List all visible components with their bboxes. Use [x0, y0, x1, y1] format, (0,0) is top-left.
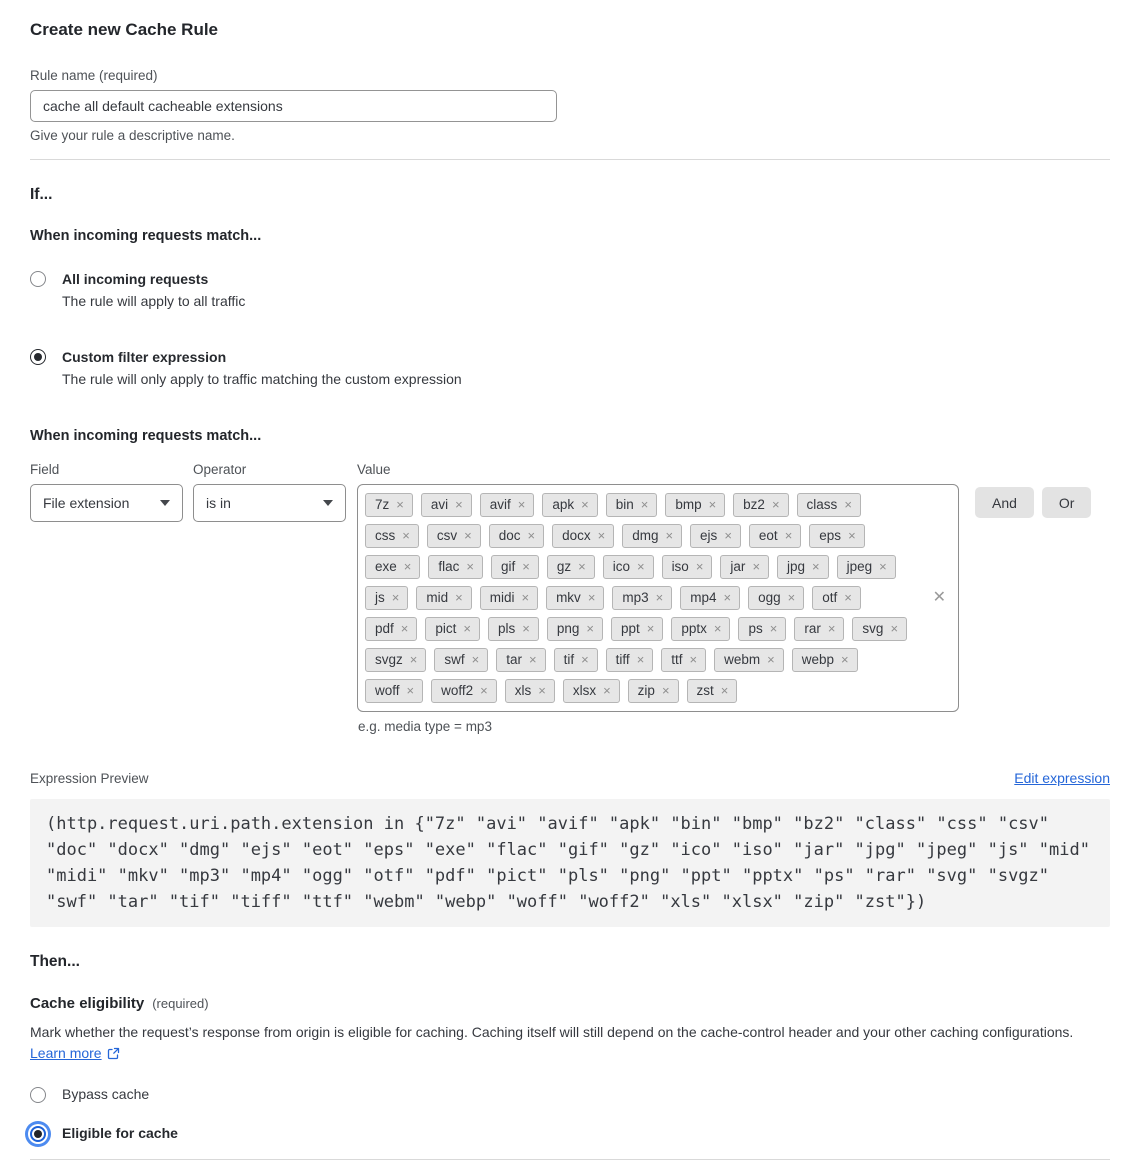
cache-eligibility-description-text: Mark whether the request’s response from origin is eligible for caching. Caching itself will still depend on the cache-control header and your other caching configurations. [30, 1024, 1074, 1040]
value-tag-label: csv [436, 528, 458, 543]
value-tag[interactable] [542, 493, 597, 517]
remove-tag-icon[interactable]: × [406, 683, 415, 698]
remove-tag-icon[interactable]: × [586, 621, 594, 636]
value-tag[interactable] [792, 648, 858, 672]
remove-tag-icon[interactable]: × [890, 621, 899, 636]
value-tag[interactable] [777, 555, 829, 579]
remove-tag-icon[interactable]: × [844, 497, 852, 512]
value-tag[interactable] [612, 586, 672, 610]
value-tag-label: iso [671, 559, 689, 574]
remove-tag-icon[interactable]: × [844, 590, 852, 605]
remove-tag-icon[interactable]: × [689, 652, 698, 667]
value-tag[interactable] [733, 493, 788, 517]
value-tag-label: ejs [700, 528, 718, 543]
value-tag[interactable] [546, 586, 604, 610]
section-divider [30, 159, 1110, 160]
value-tag[interactable] [547, 617, 603, 641]
value-tag[interactable] [794, 617, 844, 641]
remove-tag-icon[interactable]: × [581, 497, 589, 512]
value-tag[interactable] [365, 555, 420, 579]
value-tag-label: 7z [375, 497, 390, 512]
page-title: Create new Cache Rule [30, 20, 219, 39]
value-tag-label: svg [862, 621, 884, 636]
remove-tag-icon[interactable]: × [455, 497, 463, 512]
remove-tag-icon[interactable]: × [841, 652, 849, 667]
value-tag[interactable] [365, 493, 413, 517]
value-tag-label: mid [426, 590, 449, 605]
remove-tag-icon[interactable]: × [767, 652, 775, 667]
value-tag-label: png [556, 621, 580, 636]
value-tag[interactable] [489, 524, 544, 548]
value-tag-label: ogg [758, 590, 781, 605]
value-tag[interactable] [505, 679, 555, 703]
value-tag-label: dmg [632, 528, 659, 543]
value-tag[interactable] [496, 648, 545, 672]
value-tag-label: woff [375, 683, 400, 698]
radio-custom-filter-label: Custom filter expression [62, 349, 227, 365]
value-tag[interactable] [690, 524, 741, 548]
value-tag-label: jpg [787, 559, 806, 574]
radio-bypass-cache[interactable] [30, 1087, 46, 1103]
value-tag[interactable] [365, 648, 426, 672]
radio-option-all-incoming[interactable] [30, 270, 1110, 310]
clear-all-icon[interactable]: ✕ [932, 589, 946, 606]
value-tag[interactable] [687, 679, 738, 703]
value-multiselect-input[interactable] [357, 484, 959, 712]
value-tag[interactable] [837, 555, 896, 579]
remove-tag-icon[interactable]: × [879, 559, 887, 574]
remove-tag-icon[interactable]: × [827, 621, 836, 636]
remove-tag-icon[interactable]: × [752, 559, 761, 574]
rule-name-label: Rule name (required) [30, 68, 158, 83]
value-tag-label: ico [612, 559, 630, 574]
field-select-value: File extension [43, 495, 130, 511]
radio-all-incoming[interactable] [30, 271, 46, 287]
learn-more-link[interactable]: Learn more [30, 1045, 102, 1061]
expression-preview-label: Expression Preview [30, 771, 149, 786]
value-tag-label: xls [514, 683, 532, 698]
value-tag-label: eot [758, 528, 778, 543]
value-tag-label: avi [430, 497, 449, 512]
value-tag-label: docx [562, 528, 591, 543]
remove-tag-icon[interactable]: × [464, 528, 472, 543]
remove-tag-icon[interactable]: × [517, 497, 526, 512]
remove-tag-icon[interactable]: × [527, 528, 536, 543]
value-tag-label: bin [615, 497, 634, 512]
remove-tag-icon[interactable]: × [769, 621, 778, 636]
rule-name-input[interactable] [30, 90, 557, 122]
value-tag[interactable] [661, 648, 706, 672]
cache-eligibility-label: Cache eligibility [30, 995, 145, 1012]
value-tag-label: midi [489, 590, 515, 605]
value-tag-label: zip [637, 683, 655, 698]
value-tag-label: avif [489, 497, 511, 512]
remove-tag-icon[interactable]: × [455, 590, 463, 605]
value-label: Value [357, 462, 391, 477]
remove-tag-icon[interactable]: × [724, 528, 732, 543]
if-heading: If... [30, 186, 53, 203]
radio-custom-filter[interactable] [30, 349, 46, 365]
remove-tag-icon[interactable]: × [466, 559, 474, 574]
remove-tag-icon[interactable]: × [655, 590, 664, 605]
value-tag[interactable] [365, 679, 423, 703]
value-tag-label: bz2 [743, 497, 765, 512]
remove-tag-icon[interactable]: × [400, 621, 409, 636]
value-tag[interactable] [365, 524, 419, 548]
value-tag-label: rar [804, 621, 821, 636]
value-hint: e.g. media type = mp3 [358, 719, 492, 734]
value-tag-label: webm [724, 652, 761, 667]
value-tag[interactable] [606, 648, 654, 672]
value-tag[interactable] [720, 555, 769, 579]
edit-expression-link[interactable]: Edit expression [1014, 770, 1110, 786]
value-tag[interactable] [606, 493, 658, 517]
expression-preview-code: (http.request.uri.path.extension in {"7z" "avi" "avif" "apk" "bin" "bmp" "bz2" "class" "css" "csv" "doc" "docx" "dmg" "ejs" "eot" "eps" "exe" "flac" "gif" "gz" "ico" "iso" "jar" "jpg" "jpeg" "js" "mid" "midi" "mkv" "mp3" "mp4" "ogg" "otf" "pdf" "pict" "pls" "png" "ppt" "pptx" "ps" "rar" "svg" "svgz" "swf" "tar" "tif" "tiff" "ttf" "webm" "webp" "woff" "woff2" "xls" "xlsx" "zip" "zst"}) [30, 799, 1110, 927]
value-tag[interactable] [365, 617, 417, 641]
value-tag-label: pptx [681, 621, 707, 636]
value-tag[interactable] [554, 648, 598, 672]
value-tag-list [365, 493, 914, 703]
value-tag-label: xlsx [572, 683, 597, 698]
operator-select-value: is in [206, 495, 231, 511]
radio-custom-filter-desc: The rule will only apply to traffic matching the custom expression [62, 371, 462, 387]
value-tag-label: otf [822, 590, 838, 605]
value-tag-label: pls [497, 621, 516, 636]
value-tag-label: tar [506, 652, 522, 667]
remove-tag-icon[interactable]: × [771, 497, 780, 512]
remove-tag-icon[interactable]: × [480, 683, 488, 698]
value-tag-label: bmp [675, 497, 702, 512]
remove-tag-icon[interactable]: × [665, 528, 674, 543]
value-tag[interactable] [431, 679, 497, 703]
value-tag[interactable] [547, 555, 595, 579]
cache-eligibility-description [30, 1022, 1110, 1066]
cache-eligibility-required: (required) [152, 996, 209, 1011]
value-tag-label: tif [563, 652, 575, 667]
value-tag[interactable] [628, 679, 679, 703]
remove-tag-icon[interactable]: × [403, 559, 412, 574]
external-link-icon [107, 1045, 120, 1066]
value-tag[interactable] [852, 617, 907, 641]
remove-tag-icon[interactable]: × [463, 621, 471, 636]
or-button[interactable]: Or [1042, 487, 1092, 518]
value-tag[interactable] [738, 617, 786, 641]
remove-tag-icon[interactable]: × [528, 652, 537, 667]
value-tag[interactable] [491, 555, 539, 579]
radio-option-bypass-cache[interactable] [30, 1085, 1110, 1103]
value-tag[interactable] [421, 493, 472, 517]
radio-all-incoming-label: All incoming requests [62, 271, 209, 287]
value-tag[interactable] [812, 586, 861, 610]
value-tag[interactable] [428, 555, 483, 579]
remove-tag-icon[interactable]: × [812, 559, 820, 574]
value-tag-label: js [375, 590, 385, 605]
remove-tag-icon[interactable]: × [521, 590, 530, 605]
value-tag[interactable] [425, 617, 480, 641]
value-tag[interactable] [480, 586, 538, 610]
remove-tag-icon[interactable]: × [409, 652, 418, 667]
expression-builder-row [30, 462, 1110, 712]
remove-tag-icon[interactable]: × [538, 683, 546, 698]
value-tag[interactable] [488, 617, 539, 641]
remove-tag-icon[interactable]: × [848, 528, 856, 543]
remove-tag-icon[interactable]: × [522, 559, 530, 574]
remove-tag-icon[interactable]: × [587, 590, 596, 605]
value-tag[interactable] [611, 617, 663, 641]
field-select[interactable] [30, 484, 183, 522]
value-tag-label: webp [801, 652, 835, 667]
value-tag[interactable] [714, 648, 784, 672]
radio-option-custom-filter[interactable] [30, 348, 1110, 388]
remove-tag-icon[interactable]: × [471, 652, 480, 667]
radio-bypass-cache-label: Bypass cache [62, 1086, 150, 1102]
remove-tag-icon[interactable]: × [391, 590, 400, 605]
value-tag[interactable] [797, 493, 861, 517]
remove-tag-icon[interactable]: × [636, 652, 645, 667]
value-tag-label: apk [552, 497, 575, 512]
value-tag-label: svgz [375, 652, 403, 667]
chevron-down-icon [323, 500, 333, 506]
value-tag-label: class [806, 497, 838, 512]
value-tag-label: mkv [556, 590, 581, 605]
value-tag[interactable] [749, 524, 801, 548]
radio-eligible-for-cache-label: Eligible for cache [62, 1125, 178, 1141]
value-tag[interactable] [563, 679, 620, 703]
radio-option-eligible-for-cache[interactable] [30, 1124, 1110, 1142]
chevron-down-icon [160, 500, 170, 506]
value-tag[interactable] [552, 524, 614, 548]
value-tag-label: css [375, 528, 396, 543]
remove-tag-icon[interactable]: × [636, 559, 645, 574]
remove-tag-icon[interactable]: × [695, 559, 704, 574]
remove-tag-icon[interactable]: × [581, 652, 589, 667]
remove-tag-icon[interactable]: × [597, 528, 606, 543]
remove-tag-icon[interactable]: × [603, 683, 611, 698]
value-tag-label: woff2 [441, 683, 474, 698]
value-tag-label: pdf [375, 621, 394, 636]
value-tag-label: gz [556, 559, 572, 574]
value-tag-label: swf [444, 652, 465, 667]
value-tag-label: mp4 [690, 590, 717, 605]
value-tag-label: jar [730, 559, 746, 574]
value-tag-label: pict [435, 621, 457, 636]
value-tag[interactable] [748, 586, 804, 610]
value-tag[interactable] [809, 524, 864, 548]
value-tag-label: eps [819, 528, 842, 543]
value-tag-label: exe [375, 559, 397, 574]
value-tag-label: ppt [620, 621, 640, 636]
remove-tag-icon[interactable]: × [713, 621, 722, 636]
remove-tag-icon[interactable]: × [787, 590, 796, 605]
remove-tag-icon[interactable]: × [720, 683, 729, 698]
remove-tag-icon[interactable]: × [723, 590, 732, 605]
value-tag-label: gif [500, 559, 516, 574]
builder-heading: When incoming requests match... [30, 428, 262, 444]
value-tag-label: jpeg [846, 559, 873, 574]
value-tag-label: tiff [615, 652, 630, 667]
value-tag[interactable] [622, 524, 682, 548]
remove-tag-icon[interactable]: × [708, 497, 717, 512]
value-tag[interactable] [665, 493, 725, 517]
value-tag[interactable] [416, 586, 471, 610]
remove-tag-icon[interactable]: × [646, 621, 655, 636]
radio-eligible-for-cache[interactable] [30, 1126, 46, 1142]
value-tag[interactable] [680, 586, 740, 610]
remove-tag-icon[interactable]: × [578, 559, 586, 574]
remove-tag-icon[interactable]: × [640, 497, 649, 512]
value-tag[interactable] [427, 524, 481, 548]
value-tag-label: ps [748, 621, 763, 636]
and-button[interactable]: And [975, 487, 1034, 518]
value-tag-label: zst [696, 683, 714, 698]
value-tag[interactable] [603, 555, 654, 579]
operator-select[interactable] [193, 484, 346, 522]
remove-tag-icon[interactable]: × [661, 683, 670, 698]
remove-tag-icon[interactable]: × [396, 497, 404, 512]
value-tag[interactable] [662, 555, 713, 579]
if-match-heading: When incoming requests match... [30, 228, 262, 244]
value-tag[interactable] [365, 586, 408, 610]
rule-name-help: Give your rule a descriptive name. [30, 128, 235, 143]
then-heading: Then... [30, 953, 80, 970]
value-tag[interactable] [480, 493, 535, 517]
value-tag-label: ttf [671, 652, 683, 667]
value-tag-label: mp3 [622, 590, 649, 605]
operator-label: Operator [193, 462, 247, 477]
remove-tag-icon[interactable]: × [402, 528, 410, 543]
field-label: Field [30, 462, 60, 477]
value-tag-label: doc [498, 528, 521, 543]
value-tag[interactable] [434, 648, 488, 672]
remove-tag-icon[interactable]: × [522, 621, 530, 636]
value-tag-label: flac [438, 559, 460, 574]
value-tag[interactable] [671, 617, 730, 641]
expression-preview-header [30, 770, 1110, 786]
radio-all-incoming-desc: The rule will apply to all traffic [62, 293, 246, 309]
remove-tag-icon[interactable]: × [784, 528, 793, 543]
